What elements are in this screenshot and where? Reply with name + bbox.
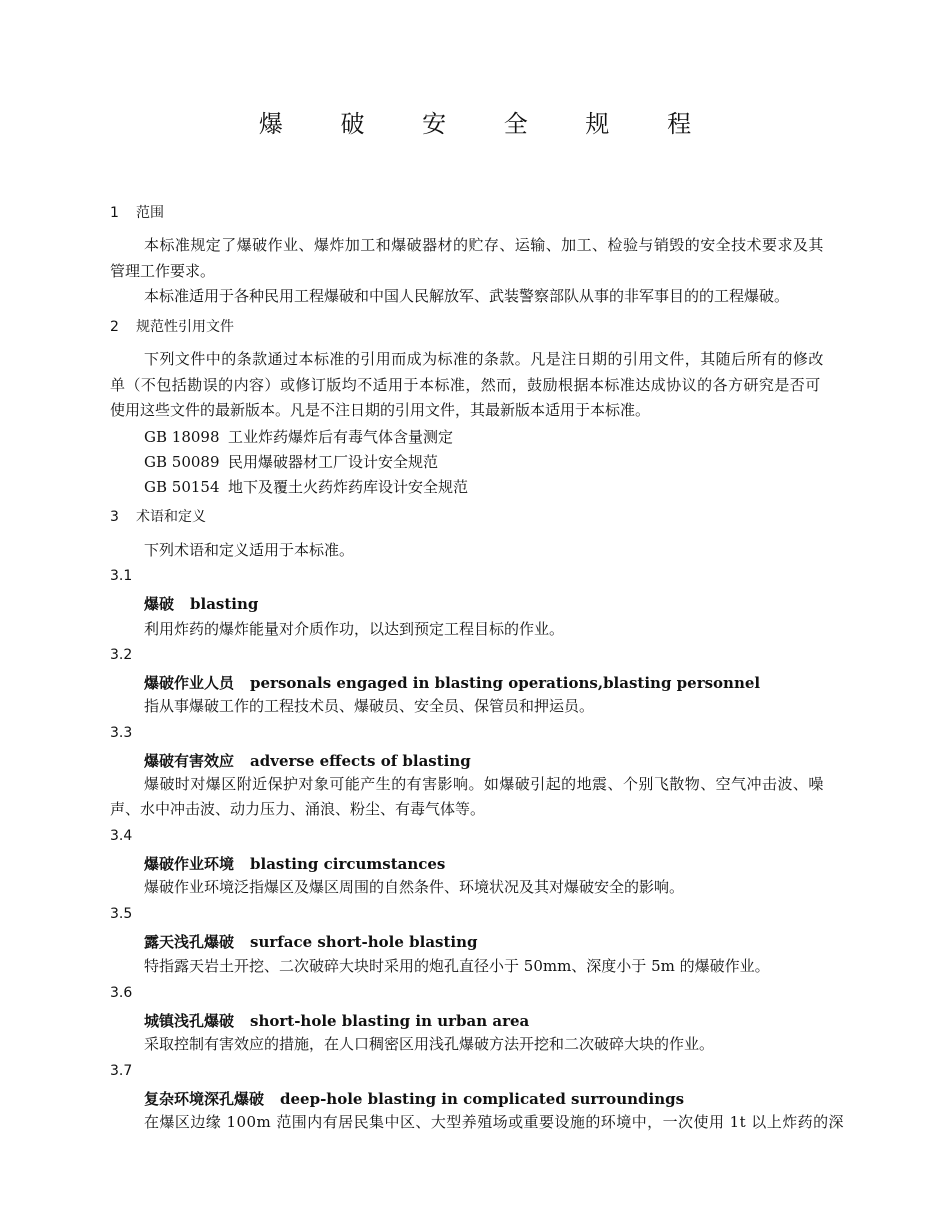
paragraph-line: 本标准适用于各种民用工程爆破和中国人民解放军、武装警察部队从事的非军事目的的工程爆破。 — [144, 287, 790, 305]
term-heading — [144, 594, 889, 614]
term-heading — [144, 932, 889, 952]
term-number: 3.6 — [110, 985, 133, 1001]
term-number: 3.7 — [110, 1063, 133, 1079]
term-english: blasting circumstances — [250, 855, 446, 873]
section-title: 术语和定义 — [136, 509, 206, 525]
term-definition: 在爆区边缘 100m 范围内有居民集中区、大型养殖场或重要设施的环境中，一次使用 1t 以上炸药的深 — [144, 1113, 845, 1131]
term-definition: 特指露天岩土开挖、二次破碎大块时采用的炮孔直径小于 50mm、深度小于 5m 的爆破作业。 — [144, 957, 770, 975]
term-chinese: 爆破作业人员 — [144, 674, 235, 692]
reference-title: 民用爆破器材工厂设计安全规范 — [228, 453, 439, 471]
reference-item — [144, 452, 889, 472]
reference-code: GB 50089 — [144, 453, 220, 471]
term-chinese: 城镇浅孔爆破 — [144, 1012, 235, 1030]
term-english: personals engaged in blasting operations,blasting personnel — [250, 674, 761, 692]
term-heading — [144, 854, 889, 874]
paragraph-line: 单（不包括勘误的内容）或修订版均不适用于本标准，然而，鼓励根据本标准达成协议的各方研究是否可 — [110, 376, 821, 394]
section-heading-terms-and-definitions — [110, 507, 855, 527]
term-english: surface short-hole blasting — [250, 933, 478, 951]
term-definition: 采取控制有害效应的措施，在人口稠密区用浅孔爆破方法开挖和二次破碎大块的作业。 — [144, 1035, 715, 1053]
term-heading — [144, 1011, 889, 1031]
term-chinese: 露天浅孔爆破 — [144, 933, 235, 951]
term-number: 3.5 — [110, 906, 133, 922]
term-chinese: 爆破有害效应 — [144, 752, 235, 770]
document-title: 爆 破 安 全 规 程 — [258, 110, 717, 138]
section-title: 范围 — [136, 205, 164, 221]
reference-title: 地下及覆土火药炸药库设计安全规范 — [228, 478, 469, 496]
term-definition: 指从事爆破工作的工程技术员、爆破员、安全员、保管员和押运员。 — [144, 697, 595, 715]
term-english: short-hole blasting in urban area — [250, 1012, 530, 1030]
reference-item — [144, 477, 889, 497]
term-chinese: 爆破 — [144, 595, 175, 613]
term-heading — [144, 751, 889, 771]
section-heading-normative-references — [110, 317, 855, 337]
section-number: 1 — [110, 205, 119, 221]
paragraph-line: 管理工作要求。 — [110, 262, 216, 280]
term-number: 3.4 — [110, 828, 133, 844]
term-number: 3.1 — [110, 568, 133, 584]
term-definition: 爆破时对爆区附近保护对象可能产生的有害影响。如爆破引起的地震、个别飞散物、空气冲击波、噪 — [144, 775, 824, 793]
term-definition: 声、水中冲击波、动力压力、涌浪、粉尘、有毒气体等。 — [110, 800, 486, 818]
term-english: deep-hole blasting in complicated surroundings — [280, 1090, 685, 1108]
paragraph-line: 下列术语和定义适用于本标准。 — [144, 541, 355, 559]
term-heading — [144, 1089, 889, 1109]
term-definition: 爆破作业环境泛指爆区及爆区周围的自然条件、环境状况及其对爆破安全的影响。 — [144, 878, 685, 896]
term-chinese: 爆破作业环境 — [144, 855, 235, 873]
term-english: adverse effects of blasting — [250, 752, 471, 770]
section-heading-scope — [110, 203, 855, 223]
section-title: 规范性引用文件 — [136, 319, 234, 335]
paragraph-line: 本标准规定了爆破作业、爆炸加工和爆破器材的贮存、运输、加工、检验与销毁的安全技术要求及其 — [144, 236, 824, 254]
reference-code: GB 50154 — [144, 478, 220, 496]
section-number: 3 — [110, 509, 119, 525]
reference-title: 工业炸药爆炸后有毒气体含量测定 — [228, 428, 454, 446]
term-chinese: 复杂环境深孔爆破 — [144, 1090, 265, 1108]
term-english: blasting — [190, 595, 259, 613]
term-number: 3.2 — [110, 647, 133, 663]
reference-item — [144, 427, 889, 447]
section-number: 2 — [110, 319, 119, 335]
reference-code: GB 18098 — [144, 428, 220, 446]
term-heading — [144, 673, 889, 693]
term-definition: 利用炸药的爆炸能量对介质作功，以达到预定工程目标的作业。 — [144, 620, 565, 638]
paragraph-line: 使用这些文件的最新版本。凡是不注日期的引用文件，其最新版本适用于本标准。 — [110, 401, 651, 419]
term-number: 3.3 — [110, 725, 133, 741]
paragraph-line: 下列文件中的条款通过本标准的引用而成为标准的条款。凡是注日期的引用文件，其随后所有的修改 — [144, 350, 824, 368]
